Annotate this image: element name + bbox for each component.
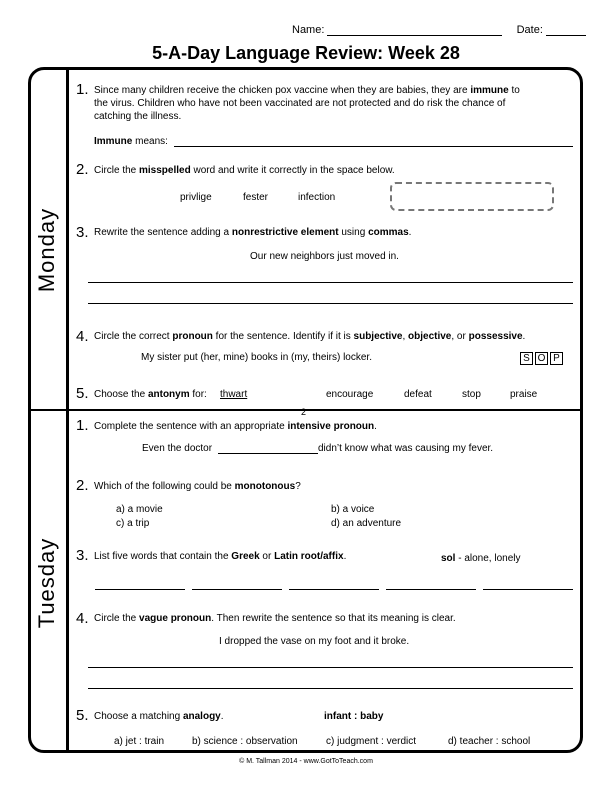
monday-q1-answer-line[interactable]: [174, 146, 573, 147]
tuesday-q2-number: 2.: [76, 477, 89, 494]
monday-q5-choice-3[interactable]: stop: [462, 389, 481, 400]
name-date-row: [292, 24, 586, 36]
tuesday-q4-pre: Circle the: [94, 613, 140, 624]
monday-q2-word-3[interactable]: infection: [298, 192, 336, 203]
tuesday-q2-keyword: monotonous: [234, 481, 296, 492]
monday-q3-answer-line-1[interactable]: [88, 282, 573, 283]
tuesday-q3-post: .: [343, 551, 347, 562]
monday-q1-text: [94, 84, 574, 123]
monday-q3-answer-line-2[interactable]: [88, 303, 573, 304]
tuesday-q2-option-d[interactable]: d) an adventure: [331, 518, 402, 529]
monday-q4-keyword-3: objective: [408, 331, 452, 342]
monday-q4-sep-1: ,: [402, 331, 409, 342]
tuesday-q1-number: 1.: [76, 417, 89, 434]
monday-q5-choice-4[interactable]: praise: [510, 389, 538, 400]
tuesday-q3-answer-line-1[interactable]: [95, 589, 185, 590]
monday-q1-means: [94, 135, 168, 148]
tuesday-q2-option-b[interactable]: b) a voice: [331, 504, 375, 515]
monday-q2-answer-box[interactable]: [390, 182, 554, 211]
tuesday-q1-text: [94, 420, 377, 433]
monday-q5-choice-1[interactable]: encourage: [326, 389, 374, 400]
monday-q4-choice-boxes: [520, 348, 565, 366]
tuesday-q4-answer-line-1[interactable]: [88, 667, 573, 668]
name-field[interactable]: [327, 24, 502, 36]
tuesday-q4-number: 4.: [76, 610, 89, 627]
tuesday-q1-marker: 2: [301, 407, 307, 417]
monday-q1-means-word: Immune: [94, 136, 133, 147]
monday-q4-sentence[interactable]: My sister put (her, mine) books in (my, theirs) locker.: [141, 352, 372, 363]
tuesday-q3-root: [441, 552, 521, 565]
tuesday-q3-text: [94, 550, 346, 563]
tuesday-q5-text: [94, 710, 224, 723]
possessive-box[interactable]: P: [550, 352, 563, 365]
monday-q2-word-2[interactable]: fester: [243, 192, 269, 203]
tuesday-q5-choice-a[interactable]: a) jet : train: [114, 736, 165, 747]
tuesday-q3-answer-line-5[interactable]: [483, 589, 573, 590]
objective-box[interactable]: O: [535, 352, 548, 365]
monday-q5-text: [94, 388, 207, 401]
tuesday-q5-number: 5.: [76, 707, 89, 724]
monday-q3-keyword-2: commas: [368, 227, 409, 238]
tuesday-q5-pre: Choose a matching: [94, 711, 183, 722]
tuesday-q1-keyword: intensive pronoun: [287, 421, 375, 432]
tuesday-q4-keyword: vague pronoun: [139, 613, 212, 624]
tuesday-q3-keyword-1: Greek: [231, 551, 260, 562]
tuesday-q5-keyword: analogy: [182, 711, 221, 722]
monday-q4-pre: Circle the correct: [94, 331, 173, 342]
monday-q1-line2: the virus. Children who have not been vaccinated are not protected and do risk the chance of: [94, 98, 506, 109]
copyright-footer: © M. Tallman 2014 - www.GotToTeach.com: [239, 758, 373, 765]
tuesday-q1-sentence-start: Even the doctor: [142, 443, 213, 454]
day-label-tuesday: Tuesday: [34, 537, 59, 629]
monday-q3-keyword-1: nonrestrictive element: [231, 227, 339, 238]
tuesday-q1-sentence-end: didn’t know what was causing my fever.: [318, 443, 494, 454]
monday-q1-line3: catching the illness.: [94, 111, 182, 122]
tuesday-q1-post: .: [374, 421, 377, 432]
tuesday-q3-answer-line-4[interactable]: [386, 589, 476, 590]
tuesday-q2-option-c[interactable]: c) a trip: [116, 518, 150, 529]
tuesday-q4-post: . Then rewrite the sentence so that its meaning is clear.: [211, 613, 456, 624]
monday-q1-keyword: immune: [470, 85, 509, 96]
monday-q3-post: .: [408, 227, 412, 238]
tuesday-q3-keyword-2: Latin root/affix: [274, 551, 344, 562]
tuesday-q5-choice-c[interactable]: c) judgment : verdict: [326, 736, 417, 747]
subjective-box[interactable]: S: [520, 352, 533, 365]
tuesday-q5-post: .: [220, 711, 224, 722]
monday-q4-keyword-2: subjective: [353, 331, 403, 342]
monday-q1-number: 1.: [76, 81, 89, 98]
tuesday-q3-number: 3.: [76, 547, 89, 564]
tuesday-q3-answer-line-3[interactable]: [289, 589, 379, 590]
tuesday-q2-post: ?: [295, 481, 301, 492]
tuesday-q2-pre: Which of the following could be: [94, 481, 235, 492]
monday-q3-text: [94, 226, 411, 239]
tuesday-q3-mid: or: [259, 551, 275, 562]
monday-q5-keyword: antonym: [147, 389, 190, 400]
tuesday-q4-answer-line-2[interactable]: [88, 688, 573, 689]
monday-q3-number: 3.: [76, 224, 89, 241]
monday-q5-post: for:: [189, 389, 207, 400]
tuesday-q3-pre: List five words that contain the: [94, 551, 232, 562]
date-field[interactable]: [546, 24, 586, 36]
monday-q5-choice-2[interactable]: defeat: [404, 389, 432, 400]
tuesday-q5-choice-b[interactable]: b) science : observation: [192, 736, 298, 747]
page-title: 5-A-Day Language Review: Week 28: [152, 43, 460, 63]
monday-q3-sentence: Our new neighbors just moved in.: [250, 251, 399, 262]
tuesday-q2-text: [94, 480, 301, 493]
tuesday-q5-choice-d[interactable]: d) teacher : school: [448, 736, 531, 747]
monday-q4-keyword-4: possessive: [468, 331, 523, 342]
monday-q2-text: [94, 164, 395, 177]
tuesday-q3-root-word: sol: [441, 553, 456, 564]
monday-q3-mid: using: [338, 227, 369, 238]
date-label: Date:: [516, 24, 543, 36]
monday-q4-mid: for the sentence. Identify if it is: [212, 331, 354, 342]
monday-q5-target-word: thwart: [220, 389, 248, 400]
monday-q4-keyword-1: pronoun: [172, 331, 213, 342]
tuesday-q1-pre: Complete the sentence with an appropriate: [94, 421, 288, 432]
tuesday-q3-answer-line-2[interactable]: [192, 589, 282, 590]
day-label-monday: Monday: [34, 207, 59, 293]
tuesday-q3-root-meaning: - alone, lonely: [455, 553, 521, 564]
monday-q4-sep-2: , or: [451, 331, 469, 342]
monday-q1-means-label: means:: [132, 136, 168, 147]
monday-q1-line1-pre: Since many children receive the chicken pox vaccine when they are babies, they are: [94, 85, 471, 96]
tuesday-q4-text: [94, 612, 456, 625]
tuesday-q4-sentence[interactable]: I dropped the vase on my foot and it broke.: [219, 636, 410, 647]
monday-q5-pre: Choose the: [94, 389, 148, 400]
monday-q4-number: 4.: [76, 328, 89, 345]
monday-q2-keyword: misspelled: [139, 165, 191, 176]
monday-q2-number: 2.: [76, 161, 89, 178]
monday-q2-post: word and write it correctly in the space below.: [190, 165, 395, 176]
monday-q2-pre: Circle the: [94, 165, 140, 176]
monday-q4-post: .: [522, 331, 526, 342]
tuesday-q1-blank[interactable]: [218, 453, 318, 454]
monday-q3-pre: Rewrite the sentence adding a: [94, 227, 232, 238]
tuesday-q2-option-a[interactable]: a) a movie: [116, 504, 163, 515]
monday-q5-number: 5.: [76, 385, 89, 402]
tuesday-q5-prompt: infant : baby: [324, 711, 384, 722]
monday-q2-word-1[interactable]: privlige: [180, 192, 212, 203]
monday-q4-text: [94, 330, 525, 343]
monday-q1-line1-post: to: [508, 85, 520, 96]
name-label: Name:: [292, 24, 325, 36]
